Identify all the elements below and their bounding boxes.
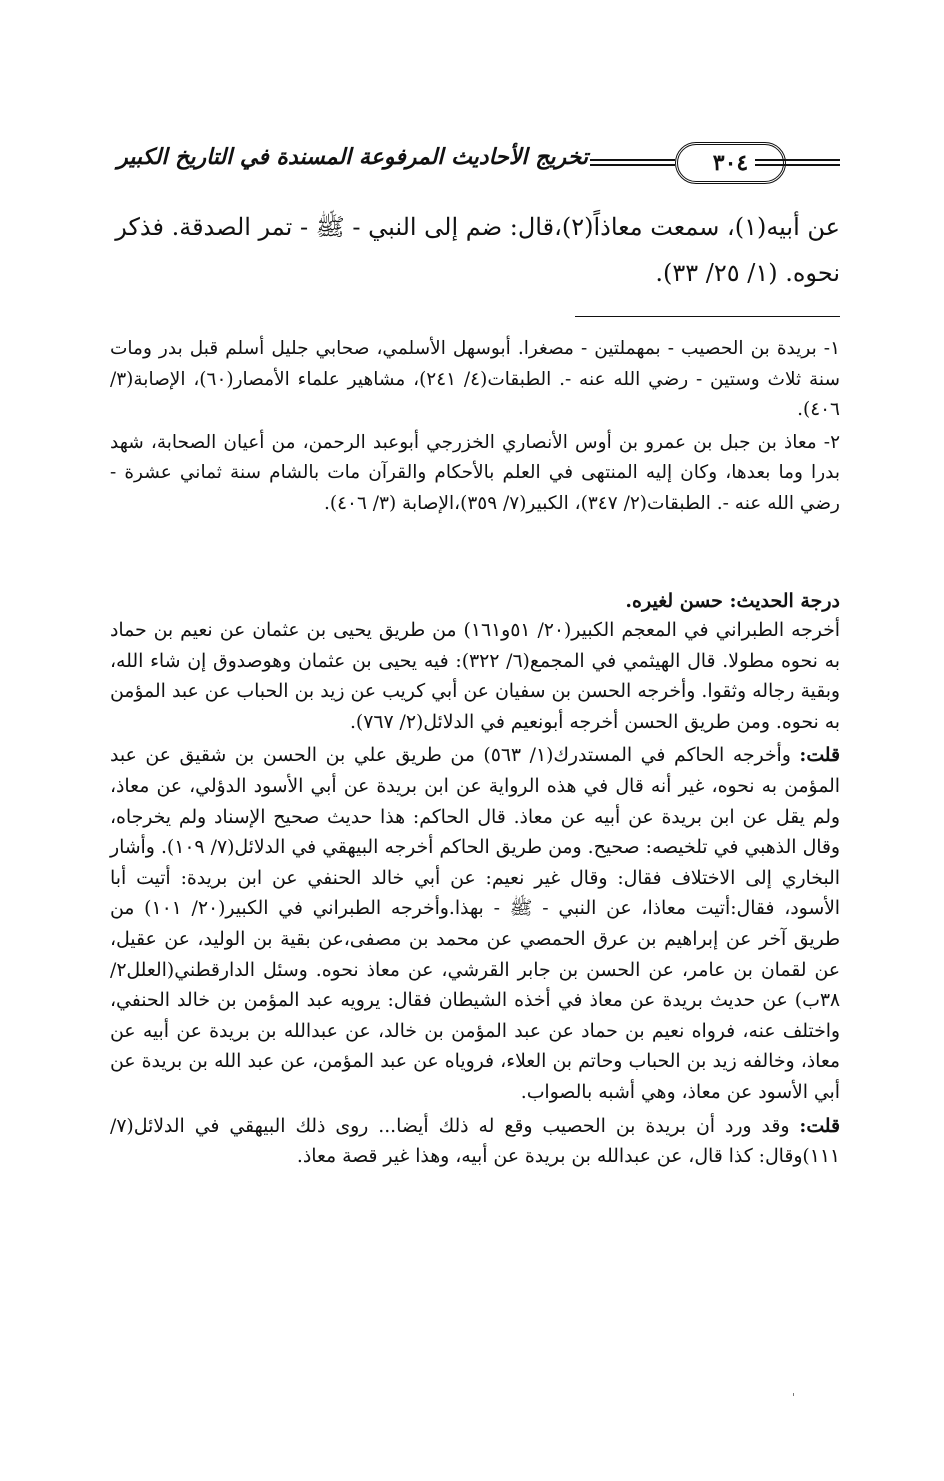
footnote-separator: [575, 316, 840, 317]
footnotes: [110, 334, 840, 521]
page-number-badge: ٣٠٤: [675, 142, 786, 184]
note-text: وقد ورد أن بريدة بن الحصيب وقع له ذلك أيضا... روى ذلك البيهقي في الدلائل(٧/ ١١١)وقال: كذا قال، عن عبدالله بن بريدة عن أبيه، وهذا غير قصة معاذ.: [110, 1115, 840, 1168]
note-label: قلت:: [799, 744, 840, 767]
note-text: وأخرجه الحاكم في المستدرك(١/ ٥٦٣) من طريق علي بن الحسن بن شقيق عن عبد المؤمن به نحوه، غير أنه قال في هذه الرواية عن ابن بريدة عن أبي الأسود الدؤلي، عن معاذ، ولم يقل عن ابن بريدة عن أبيه عن معاذ. قال الحاكم: هذا حديث صحيح الإسناد ولم يخرجاه، وقال الذهبي في تلخيصه: صحيح. ومن طريق الحاكم أخرجه البيهقي في الدلائل(٧/ ١٠٩). وأشار البخاري إلى الاختلاف فقال: وقال غير نعيم: عن أبي خالد الحنفي عن ابن بريدة: أتيت أبا الأسود، فقال:أتيت معاذا، عن النبي - ﷺ - بهذا.وأخرجه الطبراني في الكبير(٢٠/ ١٠١) من طريق آخر عن إبراهيم بن عرق الحمصي عن محمد بن مصفى،عن بقية بن الوليد، عن عقيل، عن لقمان بن عامر، عن الحسن بن جابر القرشي، عن معاذ نحوه. وسئل الدارقطني(العلل٢/ ٣٨ب) عن حديث بريدة عن معاذ في أخذه الشيطان فقال: يرويه عبد المؤمن بن خالد الحنفي، واختلف عنه، فرواه نعيم بن حماد عن عبد المؤمن بن خالد، عن عبدالله بن بريدة عن أبيه عن معاذ، وخالفه زيد بن الحباب وحاتم بن العلاء، فروياه عن عبد المؤمن، عن عبد الله بن بريدة عن أبي الأسود عن معاذ، وهي أشبه بالصواب.: [110, 745, 840, 1103]
main-text-line: نحوه. (١/ ٢٥/ ٣٣).: [655, 259, 840, 287]
running-title: تخريج الأحاديث المرفوعة المسندة في التاريخ الكبير: [117, 144, 588, 170]
commentary: [110, 616, 840, 1175]
page-header: [110, 138, 840, 188]
hadith-grade: [110, 586, 840, 616]
commentary-paragraph: [110, 1111, 840, 1173]
scan-speck: [793, 1393, 794, 1396]
commentary-paragraph: أخرجه الطبراني في المعجم الكبير(٢٠/ ٥١و١٦١) من طريق يحيى بن عثمان عن نعيم بن حماد به نحوه مطولا. قال الهيثمي في المجمع(٦/ ٣٢٢): فيه يحيى بن عثمان وهوصدوق إن شاء الله، وبقية رجاله وثقوا. وأخرجه الحسن بن سفيان عن أبي كريب عن زيد بن الحباب عن عبد المؤمن به نحوه. ومن طريق الحسن أخرجه أبونعيم في الدلائل(٢/ ٧٦٧).: [110, 620, 840, 733]
main-text-line: عن أبيه(١)، سمعت معاذاً(٢)،قال: ضم إلى النبي - ﷺ - تمر الصدقة. فذكر: [115, 213, 840, 241]
header-rule-right: [755, 159, 840, 166]
footnote-item: ٢- معاذ بن جبل بن عمرو بن أوس الأنصاري الخزرجي أبوعبد الرحمن، من أعيان الصحابة، شهد بدرا وما بعدها، وكان إليه المنتهى في العلم بالأحكام والقرآن مات بالشام سنة ثماني عشرة - رضي الله عنه -. الطبقات(٢/ ٣٤٧)، الكبير(٧/ ٣٥٩)،الإصابة (٣/ ٤٠٦).: [110, 431, 840, 514]
header-rule-middle: [590, 159, 675, 166]
main-text: [110, 208, 840, 292]
grade-label: درجة الحديث:: [729, 590, 840, 612]
footnote-item: ١- بريدة بن الحصيب - بمهملتين - مصغرا. أبوسهل الأسلمي، صحابي جليل أسلم قبل بدر ومات سنة ثلاث وستين - رضي الله عنه -. الطبقات(٤/ ٢٤١)، مشاهير علماء الأمصار(٦٠)، الإصابة(٣/ ٤٠٦).: [110, 338, 840, 420]
grade-value: حسن لغيره.: [625, 590, 730, 612]
note-label: قلت:: [799, 1114, 840, 1137]
commentary-paragraph: [110, 740, 840, 1108]
